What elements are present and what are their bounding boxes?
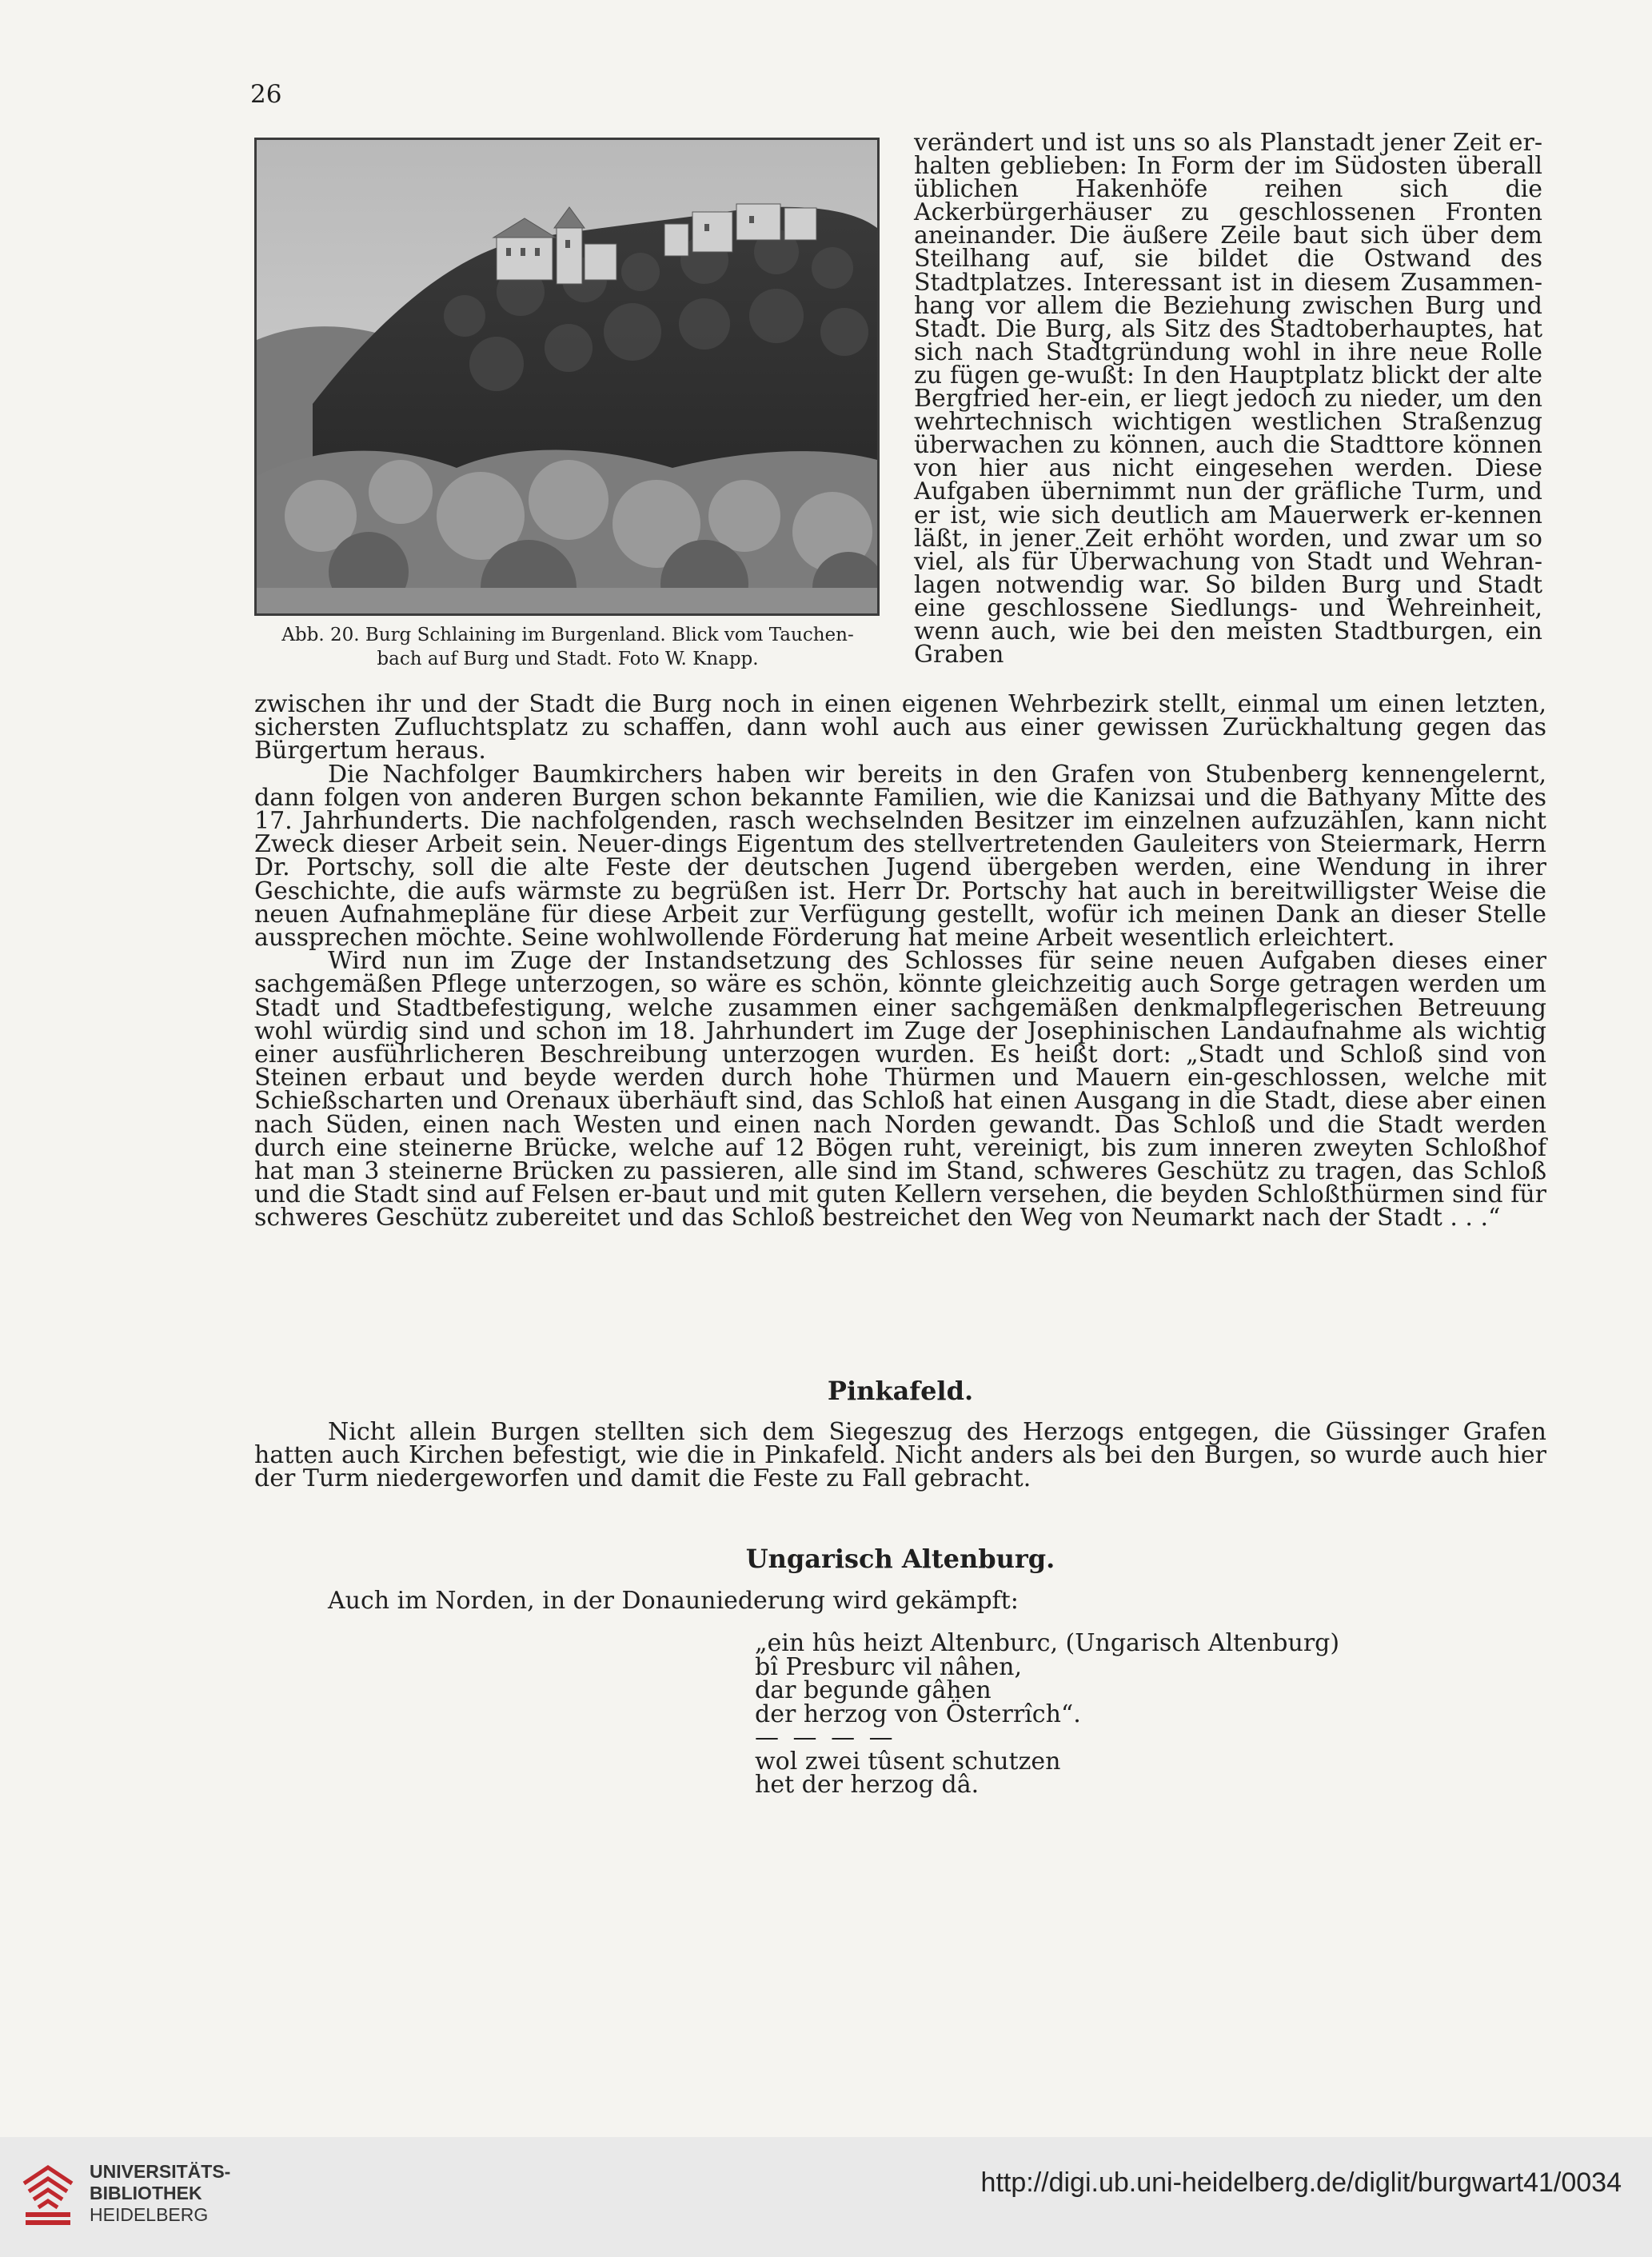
main-body-text <box>254 690 1546 1232</box>
poem-line: dar begunde gâhen <box>755 1676 992 1704</box>
right-column-paragraph: verändert und ist uns so als Planstadt jener Zeit er-halten geblieben: In Form der im Südosten überall üblichen Hakenhöfe reihen sich die Ackerbürgerhäuser zu geschlossenen Fronten aneinander. Die äußere Zeile baut sich über dem Steilhang auf, sie bildet die Ostwand des Stadtplatzes. Interessant ist in diesem Zusammen-hang vor allem die Beziehung zwischen Burg und Stadt. Die Burg, als Sitz des Stadtoberhauptes, hat sich nach Stadtgründung wohl in ihre neue Rolle zu fügen ge-wußt: In den Hauptplatz blickt der alte Bergfried her-ein, er liegt jedoch zu nieder, um den wehrtechnisch wichtigen westlichen Straßenzug überwachen zu können, auch die Stadttore können von hier aus nicht eingesehen werden. Diese Aufgaben übernimmt nun der gräfliche Turm, und er ist, wie sich deutlich am Mauerwerk er-kennen läßt, in jener Zeit erhöht worden, und zwar um so viel, als für Überwachung von Stadt und Wehran-lagen notwendig war. So bilden Burg und Stadt eine geschlossene Siedlungs- und Wehreinheit, wenn auch, wie bei den meisten Stadtburgen, ein Graben <box>914 129 1542 669</box>
poem-line: der herzog von Österrîch“. <box>755 1700 1081 1728</box>
section-heading-ungarisch-altenburg: Ungarisch Altenburg. <box>745 1544 1055 1574</box>
footer-bar <box>0 2137 1652 2257</box>
library-logo-text[interactable] <box>90 2161 230 2226</box>
university-library-logo-icon[interactable] <box>18 2159 78 2228</box>
section-altenburg-intro <box>254 1587 1546 1615</box>
paragraph-pinkafeld: Nicht allein Burgen stellten sich dem Siegeszug des Herzogs entgegen, die Güssinger Grafen hatten auch Kirchen befestigt, wie die in Pinkafeld. Nicht anders als bei den Burgen, so wurde auch hier der Turm niedergeworfen und damit die Feste zu Fall gebracht. <box>254 1418 1546 1493</box>
section-heading-pinkafeld: Pinkafeld. <box>827 1376 974 1406</box>
page-number: 26 <box>250 80 282 109</box>
paragraph-instandsetzung: Wird nun im Zuge der Instandsetzung des Schlosses für seine neuen Aufgaben dieses einer sachgemäßen Pflege unterzogen, so wäre es schön, könnte gleichzeitig auch Sorge getragen werden um Stadt und Stadtbefestigung, welche zusammen einer sachgemäßen denkmalpflegerischen Betreuung wohl würdig sind und schon im 18. Jahrhundert im Zuge der Josephinischen Landaufnahme als wichtig einer ausführlicheren Beschreibung unterzogen wurden. Es heißt dort: „Stadt und Schloß sind von Steinen erbaut und beyde werden durch hohe Thürmen und Mauern ein-geschlossen, welche mit Schießscharten und Orenaux überhäuft sind, das Schloß hat einen Ausgang in die Stadt, diese aber einen nach Süden, einen nach Westen und einen nach Norden gewandt. Das Schloß und die Stadt werden durch eine steinerne Brücke, welche auf 12 Bögen ruht, vereinigt, bis zum inneren zweyten Schloßhof hat man 3 steinerne Brücken zu passieren, alle sind im Stand, schweres Geschütz zu tragen, das Schloß und die Stadt sind auf Felsen er-baut und mit guten Kellern versehen, die beyden Schloßthürmen sind für schweres Geschütz zubereitet und das Schloß bestreichet den Weg von Neumarkt nach der Stadt . . .“ <box>254 947 1546 1232</box>
logo-line-3: HEIDELBERG <box>90 2204 209 2225</box>
poem-line: het der herzog dâ. <box>755 1771 980 1799</box>
logo-line-1: UNIVERSITÄTS- <box>90 2161 231 2182</box>
paragraph-altenburg-intro: Auch im Norden, in der Donauniederung wird gekämpft: <box>328 1587 1019 1615</box>
poem-quote <box>755 1629 1340 1799</box>
poem-separator: — — — — <box>755 1724 896 1752</box>
logo-line-2: BIBLIOTHEK <box>90 2183 202 2203</box>
paragraph-continuation: zwischen ihr und der Stadt die Burg noch in einen eigenen Wehrbezirk stellt, einmal um einen letzten, sichersten Zufluchtsplatz zu schaffen, dann wohl auch aus einer gewissen Zurückhaltung gegen das Bürgertum heraus. <box>254 690 1546 765</box>
figure-caption-line-2: bach auf Burg und Stadt. Foto W. Knapp. <box>377 649 759 669</box>
section-pinkafeld-text <box>254 1420 1546 1491</box>
paragraph-nachfolger: Die Nachfolger Baumkirchers haben wir bereits in den Grafen von Stubenberg kennengelernt, dann folgen von anderen Burgen schon bekannte Familien, wie die Kanizsai und die Bathyany Mitte des 17. Jahrhunderts. Die nachfolgenden, rasch wechselnden Besitzer im einzelnen aufzuzählen, kann nicht Zweck dieser Arbeit sein. Neuer-dings Eigentum des stellvertretenden Gauleiters von Steiermark, Herrn Dr. Portschy, soll die alte Feste der deutschen Jugend übergeben werden, eine Wendung in ihrer Geschichte, die aufs wärmste zu begrüßen ist. Herr Dr. Portschy hat auch in bereitwilligster Weise die neuen Aufnahmepläne für diese Arbeit zur Verfügung gestellt, wofür ich meinen Dank an dieser Stelle aussprechen möchte. Seine wohlwollende Förderung hat meine Arbeit wesentlich erleichtert. <box>254 760 1546 953</box>
figure-photo-burg-schlaining <box>254 138 880 616</box>
figure-caption-line-1: Abb. 20. Burg Schlaining im Burgenland. Blick vom Tauchen- <box>281 625 854 645</box>
castle-landscape-image <box>257 140 877 613</box>
right-column-text <box>914 129 1542 669</box>
poem-line: wol zwei tûsent schutzen <box>755 1747 1061 1776</box>
source-url-link[interactable]: http://digi.ub.uni-heidelberg.de/diglit/burgwart41/0034 <box>980 2167 1622 2198</box>
poem-line: bî Presburc vil nâhen, <box>755 1652 1023 1681</box>
figure-caption <box>252 623 884 671</box>
poem-line: „ein hûs heizt Altenburc, (Ungarisch Altenburg) <box>755 1629 1340 1657</box>
